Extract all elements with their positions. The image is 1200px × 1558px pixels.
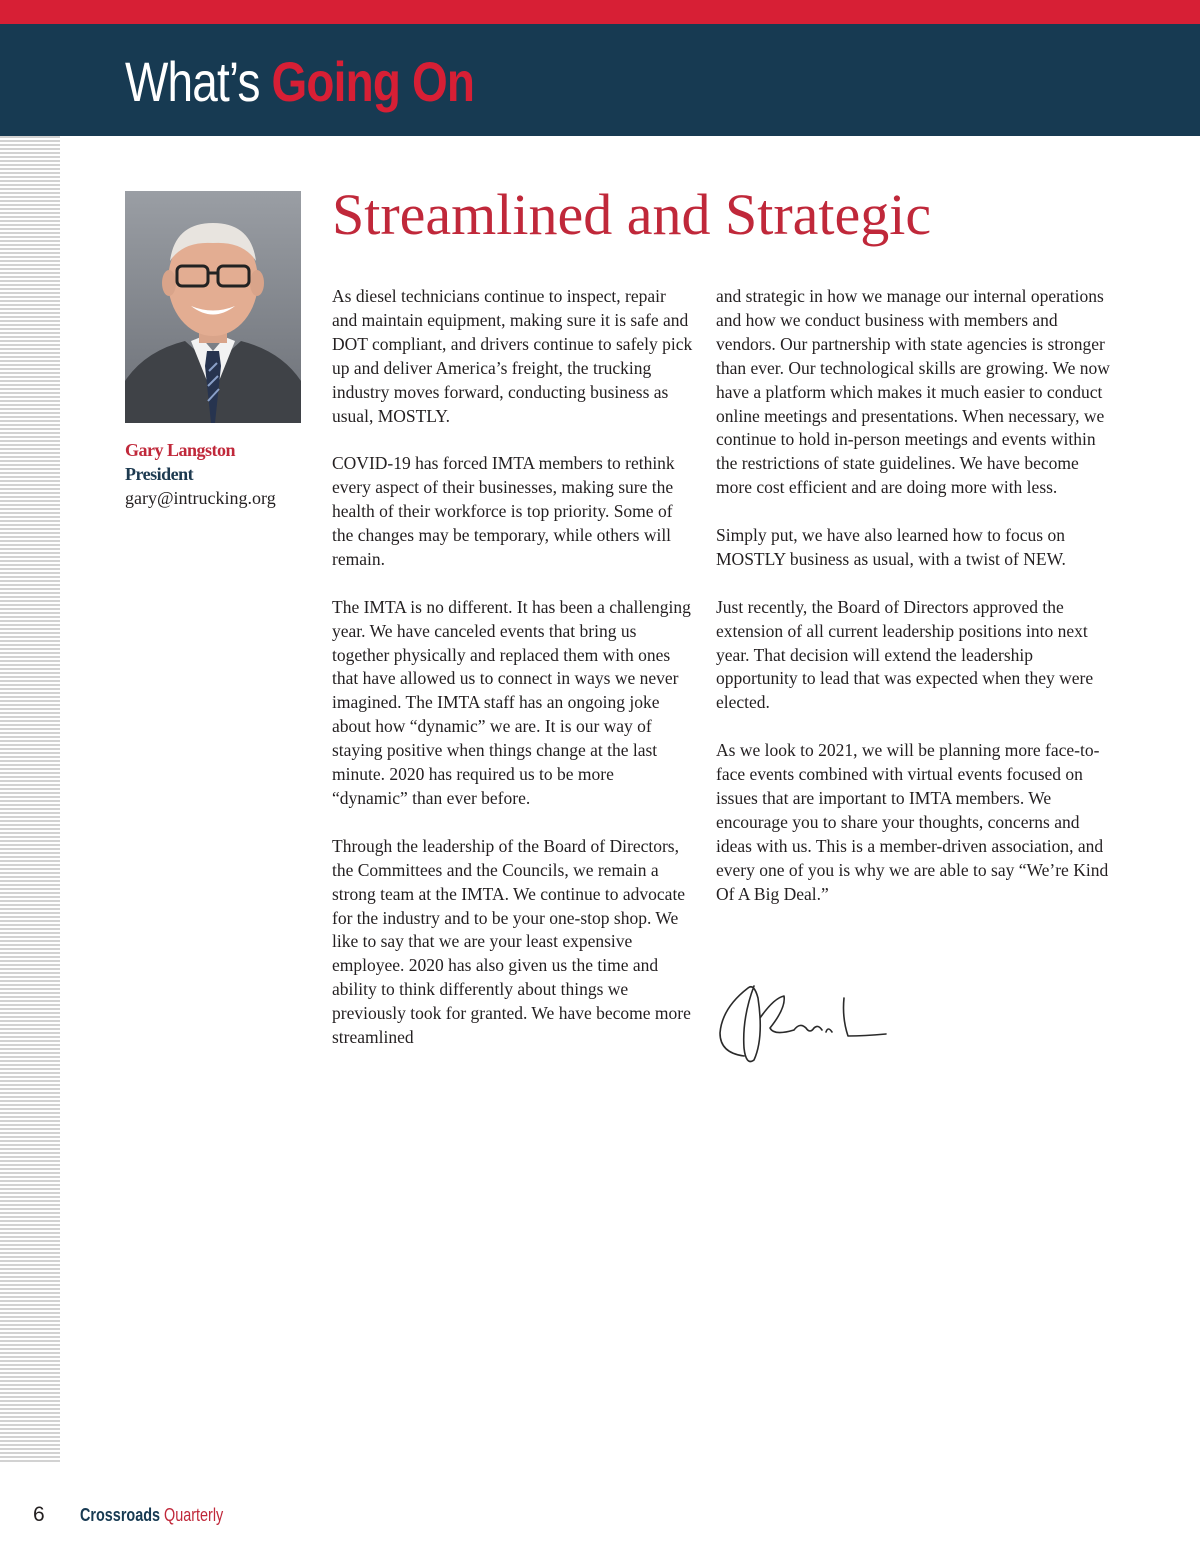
signature [714,978,894,1070]
paragraph: The IMTA is no different. It has been a challenging year. We have canceled events that bring us together physically and replaced them with ones that have allowed us to connect in ways we never imagined. The IMTA staff has an ongoing joke about how “dynamic” we are. It is our way of staying positive when things change at the last minute. 2020 has required us to be more “dynamic” than ever before. [332,596,691,808]
section-title-light: What’s [125,50,272,113]
article-title: Streamlined and Strategic [332,182,932,247]
paragraph: As we look to 2021, we will be planning more face-to-face events combined with virtual events focused on issues that are important to IMTA members. We encourage you to share your thoughts, concerns and ideas with us. This is a member-driven association, and every one of you is why we are able to say “We’re Kind Of A Big Deal.” [716,740,1109,904]
page-number: 6 [33,1503,45,1526]
magazine-name [80,1505,223,1526]
author-title: President [125,464,194,484]
section-title [125,50,475,113]
section-title-bold: Going On [271,50,475,113]
author-photo [125,191,301,423]
paragraph: COVID-19 has forced IMTA members to rethink every aspect of their businesses, making sure the health of their workforce is top priority. Some of the changes may be temporary, while others will remain. [332,453,675,569]
magazine-name-bold: Crossroads [80,1505,161,1525]
top-red-stripe [0,0,1200,24]
author-info [125,438,276,510]
paragraph: Simply put, we have also learned how to focus on MOSTLY business as usual, with a twist of NEW. [716,525,1066,569]
paragraph: Through the leadership of the Board of Directors, the Committees and the Councils, we remain a strong team at the IMTA. We continue to advocate for the industry and to be your one-stop shop. We like to say that we are your least expensive employee. 2020 has also given us the time and ability to think differently about things we previously took for granted. We have become more streamlined [332,835,691,1048]
paragraph: and strategic in how we manage our internal operations and how we conduct business with members and vendors. Our partnership with state agencies is stronger than ever. Our technological skills are growing. We now have a platform which makes it much easier to conduct online meetings and presentations. When necessary, we continue to hold in-person meetings and events within the restrictions of state guidelines. We have become more cost efficient and are doing more with less. [716,286,1110,498]
article-left-column [332,285,694,1074]
article-right-column [716,285,1116,930]
author-email: gary@intrucking.org [125,488,276,508]
paragraph: Just recently, the Board of Directors approved the extension of all current leadership positions into next year. That decision will extend the leadership opportunity to lead that was expected when they were elected. [716,596,1094,713]
page-footer [0,1500,1200,1530]
magazine-name-light: Quarterly [160,1505,224,1525]
header-band [0,24,1200,136]
decorative-side-lines [0,136,60,1462]
portrait-illustration [125,191,301,423]
paragraph: As diesel technicians continue to inspect, repair and maintain equipment, making sure it is safe and DOT compliant, and drivers continue to safely pick up and deliver America’s freight, the trucking industry moves forward, conducting business as usual, MOSTLY. [332,286,693,426]
author-name: Gary Langston [125,440,236,460]
